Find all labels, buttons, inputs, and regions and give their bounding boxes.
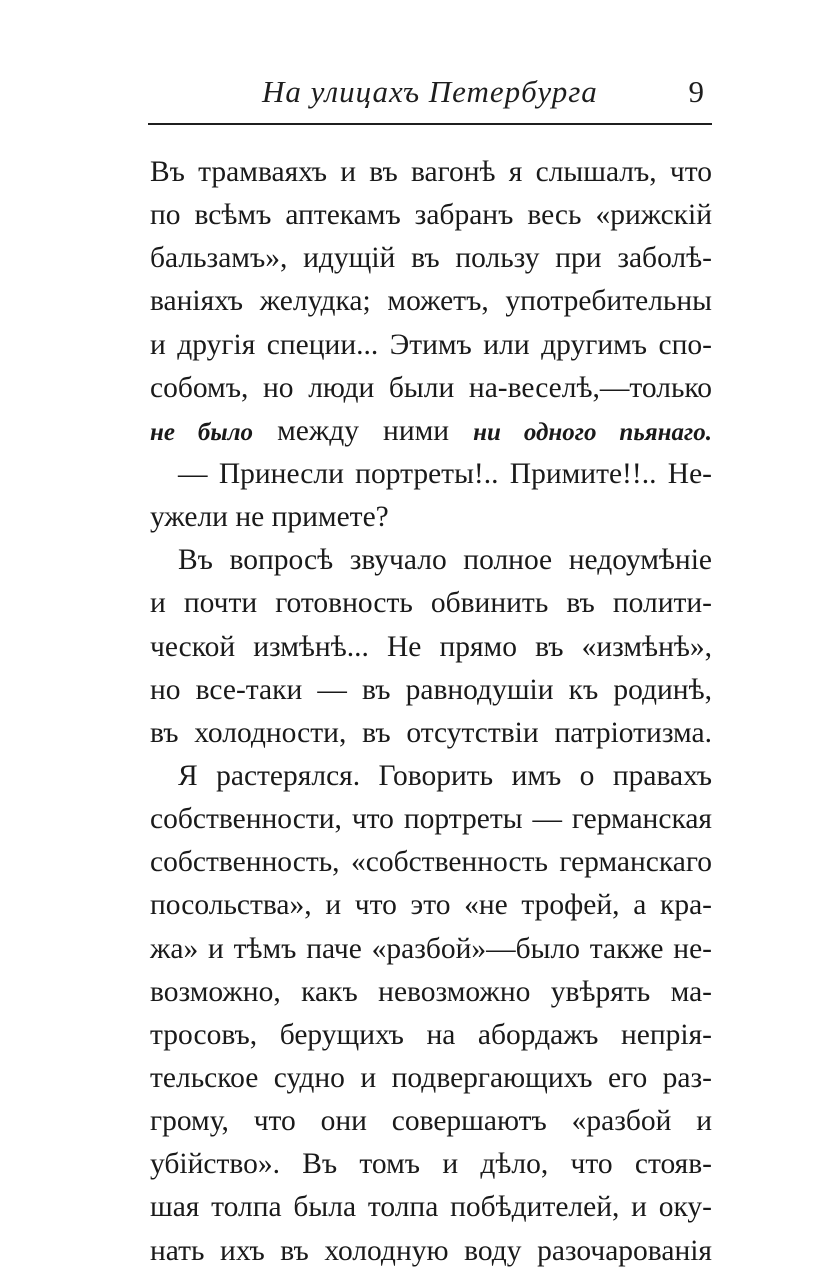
text-line: убійство». Въ томъ и дѣло, что стояв- [150,1148,712,1181]
paragraph-start-line: Въ вопросѣ звучало полное недоумѣніе [178,544,712,577]
text-line: возможно, какъ невозможно увѣрять ма- [150,975,712,1008]
paragraph-start-line: — Принесли портреты!.. Примите!!.. Не- [178,457,712,490]
paragraph-start-line: Я растерялся. Говорить имъ о правахъ [178,759,712,792]
text-line: и другія специи... Этимъ или другимъ спо- [150,328,712,361]
text-line: собственности, что портреты — германская [150,803,712,836]
text-line: нать ихъ въ холодную воду разочарованія [150,1234,712,1267]
paragraph-end-line: ужели не примете? [150,501,389,534]
text-line: Въ трамваяхъ и въ вагонѣ я слышалъ, что [150,156,712,188]
body-text [150,151,712,1273]
plain-phrase: между ними [253,414,474,447]
paragraph-end-line: въ холодности, въ отсутствіи патріотизма. [150,716,712,749]
text-line: по всѣмъ аптекамъ забранъ весь «рижскій [150,199,712,232]
text-line: собственность, «собственность германскаго [150,846,712,879]
italic-phrase: не было [150,418,254,446]
text-line: собомъ, но люди были на-веселѣ,—только [150,371,712,404]
text-line: тельское судно и подвергающихъ его раз- [150,1061,712,1094]
text-line: ческой измѣнѣ... Не прямо въ «измѣнѣ», [150,630,712,663]
text-line: посольства», и что это «не трофей, а кра- [150,889,712,922]
header-rule [148,123,712,125]
running-head [150,68,712,112]
text-line: грому, что они совершаютъ «разбой и [150,1105,712,1138]
text-line: бальзамъ», идущій въ пользу при заболѣ- [150,242,712,275]
text-line: тросовъ, берущихъ на абордажъ непрія- [150,1018,712,1051]
text-line-emphasis [150,410,712,453]
italic-phrase: ни одного пьянаго. [473,418,712,446]
text-line: но все-таки — въ равнодушіи къ родинѣ, [150,673,712,706]
text-line: ваніяхъ желудка; можетъ, употребительны [150,285,712,318]
text-line: и почти готовность обвинить въ полити- [150,587,712,620]
text-line: шая толпа была толпа побѣдителей, и оку- [150,1191,712,1224]
text-line: жа» и тѣмъ паче «разбой»—было также не- [150,932,712,965]
running-head-title: На улицахъ Петербурга [262,74,598,109]
page-number: 9 [688,74,704,109]
